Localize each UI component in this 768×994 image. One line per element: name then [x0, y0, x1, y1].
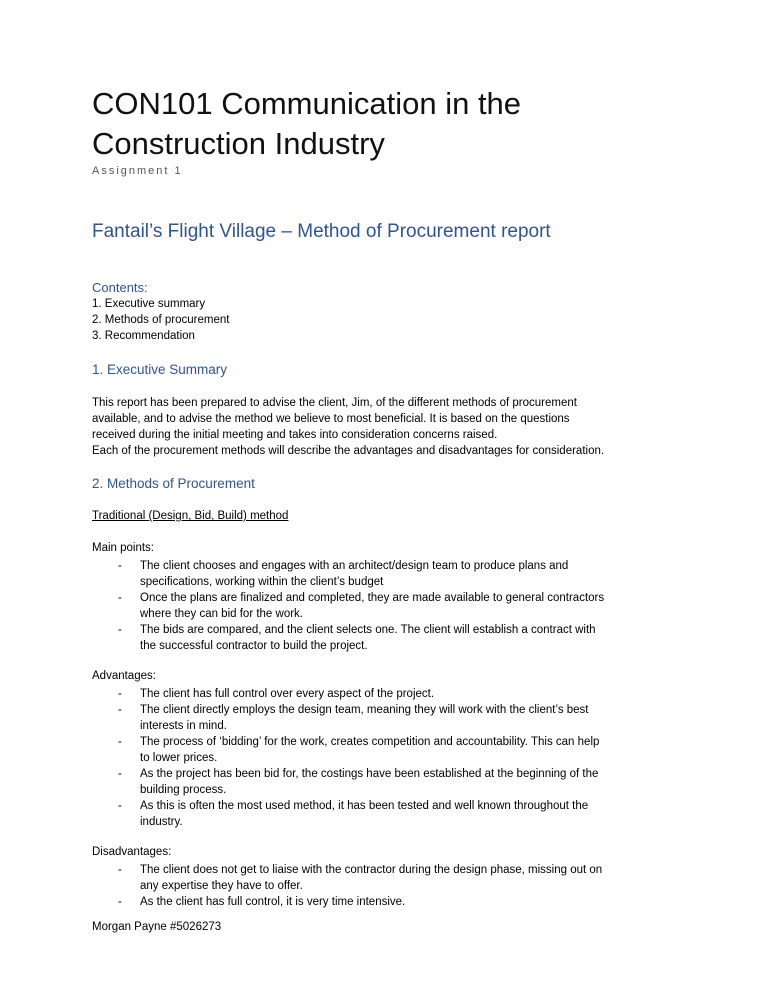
list-item: - The bids are compared, and the client selects one. The client will establish a contract with the successful contractor to build the project. [118, 624, 596, 652]
disadvantages-list [92, 862, 692, 910]
section-heading-methods: 2. Methods of Procurement [92, 476, 255, 491]
list-item: - As this is often the most used method, it has been tested and well known throughout the industry. [118, 800, 589, 828]
contents-item: 1. Executive summary [92, 298, 206, 310]
list-item: - The client chooses and engages with an architect/design team to produce plans and specifications, working within the client’s budget [118, 560, 569, 588]
executive-summary-paragraph [92, 395, 692, 459]
contents-item: 2. Methods of procurement [92, 314, 230, 326]
bullet-dash: - [118, 624, 122, 636]
document-subtitle: Assignment 1 [92, 165, 183, 177]
contents-list [92, 296, 229, 344]
list-item: - As the project has been bid for, the costings have been established at the beginning of the building process. [118, 768, 599, 796]
contents-heading: Contents: [92, 280, 148, 295]
document-title [92, 84, 692, 164]
main-points-label: Main points: [92, 542, 155, 554]
bullet-dash: - [118, 688, 122, 700]
method-title: Traditional (Design, Bid, Build) method [92, 510, 289, 522]
list-item: - The client does not get to liaise with the contractor during the design phase, missing out on any expertise they have to offer. [118, 864, 603, 892]
bullet-dash: - [118, 704, 122, 716]
list-item: - The process of ‘bidding’ for the work, creates competition and accountability. This can help to lower prices. [118, 736, 600, 764]
report-title: Fantail’s Flight Village – Method of Procurement report [92, 221, 551, 242]
advantages-list [92, 686, 692, 830]
advantages-label: Advantages: [92, 670, 156, 682]
title-line-1: CON101 Communication in the [92, 86, 522, 121]
bullet-dash: - [118, 864, 122, 876]
title-line-2: Construction Industry [92, 126, 385, 161]
list-item: - The client has full control over every aspect of the project. [118, 688, 435, 700]
paragraph-line: Each of the procurement methods will describe the advantages and disadvantages for consideration. [92, 445, 605, 457]
bullet-dash: - [118, 560, 122, 572]
paragraph-line: available, and to advise the method we believe to most beneficial. It is based on the questions [92, 413, 570, 425]
section-heading-executive-summary: 1. Executive Summary [92, 362, 228, 377]
list-item: - As the client has full control, it is very time intensive. [118, 896, 406, 908]
page-footer: Morgan Payne #5026273 [92, 921, 222, 933]
bullet-dash: - [118, 896, 122, 908]
bullet-dash: - [118, 768, 122, 780]
paragraph-line: received during the initial meeting and takes into consideration concerns raised. [92, 429, 498, 441]
disadvantages-label: Disadvantages: [92, 846, 172, 858]
bullet-dash: - [118, 736, 122, 748]
bullet-dash: - [118, 592, 122, 604]
list-item: - Once the plans are finalized and completed, they are made available to general contractors where they can bid for the work. [118, 592, 605, 620]
bullet-dash: - [118, 800, 122, 812]
paragraph-line: This report has been prepared to advise the client, Jim, of the different methods of procurement [92, 397, 577, 409]
main-points-list [92, 558, 692, 654]
contents-item: 3. Recommendation [92, 330, 195, 342]
list-item: - The client directly employs the design team, meaning they will work with the client’s best interests in mind. [118, 704, 589, 732]
